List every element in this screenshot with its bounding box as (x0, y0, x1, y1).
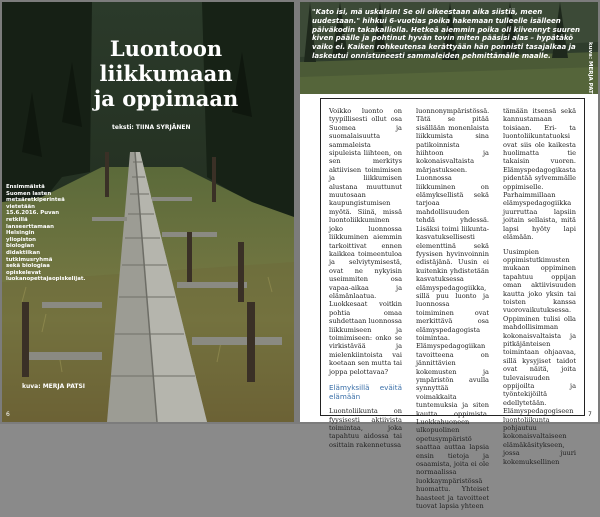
page-number-left: 6 (6, 411, 10, 418)
paragraph: Luontoliikunta on fyysisesti aktiivista toimintaa, joka tapahtuu aidossa tai osittain rakennetussa (329, 407, 402, 449)
section-subheading: Elämyksillä eväitä elämään (329, 383, 402, 401)
paragraph: tämään itsensä sekä kannustamaan toisiaan. Eri- ta luontoliikuntatuoksi ovat siis ole kaikesta huolimatta tie takaisin vuoren. Elämyspedagogikasta pidentää sylvemmälle oppimiselle. Parhaimmillaan elämyspedagogiikka juurruttaa lapsiin joitain sellaista, mitä lapsi hyöty lapi elämään. (503, 107, 576, 242)
paragraph: luonnonympäristössä. Tätä se pitää sisällään monenlaista liikkumista sina patikoinnista hiihtoon ja kokonaisvaltaista märjastukseen. Luonnossa liikkuminen on elämyksellistä sekä tarjoaa mahdollisuuden tehdä yhdessä. Lisäksi toimi liikunta-kasvatuksellisesti elementtinä sekä fyysisen hyvinvoinnin edistäjänä. Uusin ei kuitenkin yhdistetään kasvatuksessa elämyspedagogiikka, sillä puu luonto ja luonnossa toimiminen ovat merkittävä osa elämyspedagogista toimintaa. Elämyspedagogiikan tavoitteena on jännittävien kokemusten ja ympäristön avulla synnyttää voimakkaita tuntemuksia ja siten kautta oppimista. Luokkahuoneen ulkopuolinen opetusympäristö saattaa auttaa lapsia ensin tietoja ja osaamista, joita ei ole normaalissa luokkaympäristössä huomattu. Yhteiset haasteet ja tavoitteet tuovat lapsia yhteen (416, 107, 490, 511)
photo-credit-right: kuva: MERJA PATSI (587, 42, 593, 100)
photo-caption: Ensimmäistä Suomen lasten metsäretkiperinteä vietetään 15.6.2016. Puvan retkillä lanseerttamaan Helsingin yliopiston biologian didaktiikan tutkimusryhmä sekä biologiaa opiskelevat luokanopettajaopiskelijat. (6, 184, 86, 283)
article-body (320, 98, 585, 511)
paragraph: Uusimpien oppimistutkimusten mukaan oppiminen tapahtuu oppijan oman aktiivisuuden kautta joko yksin tai toisten kanssa vuorovaikutuksessa. Oppiminen tulisi olla mahdollisimman kokonaisvaltaista ja pitkäjänteisen toimintaan ohjaavaa, sillä kysyjiset taidot ovat näitä, joita tulevaisuuden oppijoilta ja työntekijöiltä edellytetään. Elämyspedagogiseen luontoliikunta pohjautuu kokonaisvaltaiseen elämäkäsitykseen, jossa juuri kokemuksellinen (503, 247, 576, 466)
left-page (2, 2, 294, 422)
column-2 (416, 107, 489, 517)
paragraph: Voikko luonto on tyypillisesti ollut osa Suomea ja suomalaisuutta sammaleista sipuleista liihteen, on sen merkitys aktiivisen toimimisen ja liikkumisen alustana muuttunut muutosaan kaupungistumisen myötä. Siinä, missä luontoliikkuminen joko luonnossa liikkuminen aiemmin tarkoittivat ennen kaikkea toimeentuloa ja selviytymisestä, ovat ne nykyisin useimmiten osa vapaa-aikaa ja elämänlaatua. Luokkesaat voitkin pohtia omaa suhdettaan luonnossa liikkumiseen ja toimimiseen: onko se virkistävää ja mielenkiintoista vai koetaan sen mutta tai joppa pelottavaa? (329, 107, 402, 376)
photo-credit-left: kuva: MERJA PATSI (22, 383, 86, 390)
author-credit: teksti: TIINA SYRJÄNEN (112, 124, 191, 131)
title-line-3: ja oppimaan (93, 86, 239, 111)
title-line-1: Luontoon (109, 36, 223, 61)
page-number-right: 7 (588, 411, 592, 418)
title-line-2: liikkumaan (99, 61, 233, 86)
column-3 (503, 107, 576, 472)
right-page (300, 2, 598, 511)
column-1 (329, 107, 402, 455)
article-title (66, 36, 266, 111)
lead-quote: "Kato isi, mä uskalsin! Se oli oikeestaan aika siistiä, meen uudestaan." hihkui 6-vuotias poika hakemaan tulleelle isälleen päiväkodin takakalliolla. Hetkeä aiemmin poika oli kiivennyt suuren kiven päälle ja pohtinut hyvän tovin miten pääsisi alas – hypätäkö vaiko ei. Kaiken rohkeutensa kerättyään hän ponnisti tasajalkaa ja laskeutui onnistuneesti sammaleiden pehmittämälle maalle. (312, 8, 580, 60)
